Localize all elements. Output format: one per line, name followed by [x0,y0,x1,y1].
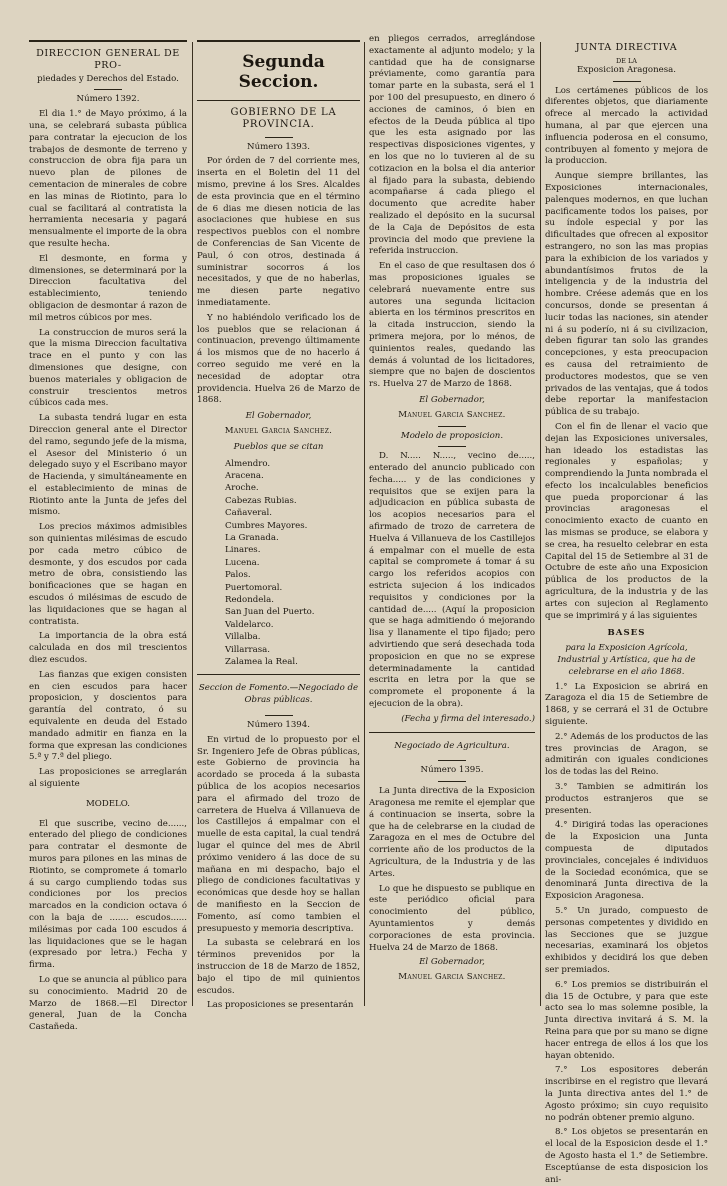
section-heading: DIRECCION GENERAL DE PRO- [36,48,180,71]
junta-heading: JUNTA DIRECTIVA [575,42,678,53]
towns-list [225,458,360,669]
divider [613,81,641,82]
announcement-number: Número 1392. [76,94,140,105]
announcement-number: Número 1394. [247,720,310,731]
signature-name: Manuel Garcia Sanchez. [398,409,506,420]
section-title: Segunda Seccion. [238,52,325,92]
paragraph: Las proposiciones se arreglarán al siguiente [29,767,187,790]
list-item: San Juan del Puerto. [225,607,315,618]
closing-paragraph: Lo que se anuncia al público para su conocimiento. Madrid 20 de Marzo de 1868.—El Director general, Juan de la Concha Castañeda. [29,974,187,1033]
list-item: Lucena. [225,557,260,568]
column-1 [29,34,187,1033]
divider [438,426,466,427]
list-item: Aracena. [225,470,264,481]
article: 8.° Los objetos se presentarán en el local de la Esposicion desde el 1.° de Agosto hasta el 1.° de Setiembre. Esceptúanse de esta disposicion los ani- [545,1127,708,1185]
article: 1.° La Exposicion se abrirá en Zaragoza el dia 15 de Setiembre de 1868, y se cerrará el 31 de Octubre siguiente. [545,681,708,728]
bases-title: BASES [607,628,646,639]
column-divider [364,42,365,1006]
paragraph: Y no habiéndolo verificado los de los pueblos que se relacionan á continuacion, prevengo últimamente á los mismos que de no hacerlo á correo seguido me veré en la necesidad de adoptar otra providencia. Huelva 26 de Marzo de 1868. [197,312,360,406]
article: 6.° Los premios se distribuirán el dia 15 de Octubre, y para que este acto sea lo mas solemne posible, la Junta directiva invitará á S. M. la Reina para que por su mano se digne hacer entrega de ellos á los que los hayan obtenido. [545,979,708,1061]
announcement-number: Número 1395. [420,765,484,776]
list-item: Palos. [225,570,251,581]
list-item: Valdelarco. [225,619,274,630]
paragraph: La subasta tendrá lugar en esta Direccion general ante el Director del ramo, segundo jefe de la misma, el Asesor del Ministerio ó un delegado suyo y el Escribano mayor de Hacienda, y simultáneamente en el establecimiento de minas de Riotinto ante la Junta de jefes del mismo. [29,413,187,518]
divider [94,89,122,90]
signature-role: El Gobernador, [419,957,485,968]
paragraph: Con el fin de llenar el vacio que dejan las Exposiciones universales, han ideado los estadistas las regionales y españolas; y comprendiendo la Junta nombrada el efecto los incalculables beneficios que pueda proporcionar á las provincias aragonesas el conocimiento exacto de cuanto en las mismas se produce, se elabora y se crea, ha resuelto celebrar en esta Capital del 15 de Setiembre al 31 de Octubre de este año una Exposicion pública de los productos de la agricultura, de la industria y de las artes con sujecion al Reglamento que se imprimirá y á las siguientes [545,421,708,621]
paragraph: La construccion de muros será la que la misma Direccion facultativa trace en el punto y con las dimensiones que designe, con buenos materiales y obligacion de construir trescientos metros cúbicos cada mes. [29,327,187,409]
list-item: Cumbres Mayores. [225,520,308,531]
column-divider [540,42,541,1006]
agriculture-heading: Negociado de Agricultura. [394,740,510,751]
list-item: Cabezas Rubias. [225,495,297,506]
paragraph: Las proposiciones se presentarán [207,1000,354,1011]
paragraph: Lo que he dispuesto se publique en este periódico oficial para conocimiento del público, Ayuntamientos y demás corporaciones de esta provincia. Huelva 24 de Marzo de 1868. [369,883,535,953]
paragraph: Los precios máximos admisibles son quinientas milésimas de escudo por cada metro cúbico de desmonte, y dos escudos por cada metro de obra, consistiendo las bonificaciones que se hagan en escudos ó milésimas de escudo de las liquidaciones que se hagan al contratista. [29,522,187,627]
government-heading: GOBIERNO DE LA PROVINCIA. [230,107,337,130]
list-item: Aroche. [225,483,259,494]
signature-role: El Gobernador, [419,394,485,405]
paragraph: en pliegos cerrados, arreglándose exactamente al adjunto modelo; y la cantidad que ha de consignarse préviamente, como garantía para tomar parte en la subasta, será el 1 por 100 del presupuesto, en dinero ó acciones de caminos, ó bien en efectos de la Deuda pública al tipo que les esta asignado por las respectivas disposiciones vigentes, y en los que no lo tuvieren al de su cotizacion en la bolsa el dia anterior al fijado para la subasta, debiendo acompañarse á cada pliego el documento que acredite haber realizado el depósito en la sucursal de la Caja de Depósitos de esta provincia del modo que previene la referida instruccion. [369,34,535,257]
divider [369,732,535,733]
column-divider [192,42,193,1006]
list-item: Puertomoral. [225,582,283,593]
list-item: Almendro. [225,458,271,469]
list-item: Cañaveral. [225,508,273,519]
article: 5.° Un jurado, compuesto de personas competentes y dividido en las Secciones que se juzgue necesarias, examinará los objetos exhibidos y decidirá los que deben ser premiados. [545,905,708,975]
paragraph: En virtud de lo propuesto por el Sr. Ingeniero Jefe de Obras públicas, este Gobierno de provincia ha acordado se proceda á la subasta pública de los acopios necesarios para el afirmado del trozo de carretera de Huelva á Villanueva de los Castillejos á empalmar con el muelle de esta capital, la cual tendrá lugar el quince del mes de Abril próximo venidero á las doce de su mañana en mi despacho, bajo el pliego de condiciones facultativas y económicas que desde hoy se hallan de manifiesto en la Seccion de Fomento, así como tambien el presupuesto y memoria descriptiva. [197,734,360,934]
column-3 [369,34,535,1024]
top-rule [29,40,187,42]
column-4 [545,34,708,1185]
model-closing: (Fecha y firma del interesado.) [401,713,535,724]
announcement-number: Número 1393. [247,141,310,152]
divider [438,446,466,447]
list-item: Linares. [225,545,261,556]
list-item: Villalba. [225,632,261,643]
list-item: Zalamea la Real. [225,657,298,668]
paragraph: El desmonte, en forma y dimensiones, se determinará por la Direccion facultativa del establecimiento, teniendo obligacion de desmontar á razon de mil metros cúbicos por mes. [29,253,187,323]
section-subheading: piedades y Derechos del Estado. [37,73,179,84]
paragraph: La subasta se celebrará en los términos prevenidos por la instruccion de 18 de Marzo de 1852, bajo el tipo de mil quinientos escudos. [197,938,360,996]
article: 7.° Los espositores deberán inscribirse en el registro que llevará la Junta directiva antes del 1.° de Agosto próximo; sin cuyo requisito no podrán obtener premio alguno. [545,1065,708,1123]
list-item: La Granada. [225,532,279,543]
divider [197,674,360,675]
bases-subtitle: para la Exposicion Agrícola, Industrial y Artística, que ha de celebrarse en el año 1868. [557,643,696,677]
article: 4.° Dirigirá todas las operaciones de la Exposicion una Junta compuesta de diputados provinciales, concejales é individuos de la Sociedad económica, que se denominará Junta directiva de la Exposicion Aragonesa. [545,820,708,902]
article: 3.° Tambien se admitirán los productos estranjeros que se presenten. [545,782,708,816]
divider [438,760,466,761]
article: 2.° Además de los productos de las tres provincias de Aragon, se admitirán con iguales condiciones los de todas las del Reino. [545,731,708,778]
top-rule [197,40,360,42]
signature-name: Manuel Garcia Sanchez. [224,425,333,436]
paragraph: Las fianzas que exigen consisten en cien escudos para hacer proposicion, y doscientos para garantía del contrato, ó su equivalente en deuda del Estado mandado admitir en fianza en la forma que expresan las condiciones 5.ª y 7.ª del pliego. [29,669,187,763]
towns-title: Pueblos que se citan [233,441,324,452]
divider [438,781,466,782]
fomento-heading: Seccion de Fomento.—Negociado de Obras públicas. [198,683,359,706]
junta-subheading: Exposicion Aragonesa. [577,64,676,75]
model-title: Modelo de proposicion. [400,430,504,441]
model-text: D. N..... N....., vecino de....., enterado del anuncio publicado con fecha..... y de las condiciones y requisitos que se exijen para la adjudicacion en pública subasta de los acopios necesarios para el afirmado de trozo de carretera de Huelva á Villanueva de los Castillejos á empalmar con el muelle de esta capital se compromete á tomar á su cargo los referidos acopios con estricta sujecion á los indicados requisitos y condiciones por la cantidad de..... (Aquí la proposicion que se haga admitiendo ó mejorando lisa y llanamente el tipo fijado; pero advirtiendo que será desechada toda proposicion en que no se exprese determinadamente la cantidad escrita en letra por la que se compromete el proponente á la ejecucion de la obra). [369,451,535,710]
paragraph: La Junta directiva de la Exposicion Aragonesa me remite el ejemplar que á continuacion se inserta, sobre la que ha de celebrarse en la ciudad de Zaragoza en el mes de Octubre del corriente año de los productos de la Agricultura, de la Industria y de las Artes. [369,786,535,879]
signature-name: Manuel Garcia Sanchez. [398,972,506,983]
model-title: MODELO. [86,798,130,809]
paragraph: Por órden de 7 del corriente mes, inserta en el Boletin del 11 del mismo, previne á los Sres. Alcaldes de esta provincia que en el término de 6 dias me diesen noticia de las asociaciones que hubiese en sus respectivos pueblos con el nombre de Conferencias de San Vicente de Paul, ó con otros, destinada á suministrar socorros á los necesitados, y que de no haberlas, me diesen parte negativo inmediatamente. [197,156,360,308]
model-text: El que suscribe, vecino de......, enterado del pliego de condiciones para contratar el desmonte de muros para pilones en las minas de Riotinto, se compromete á tomarlo á su cargo cumpliendo todas sus condiciones por los precios marcados en la condicion octava ó con la baja de ....... escudos...... milésimas por cada 100 escudos á las liquidaciones que se le hagan (expresado por letra.) Fecha y firma. [29,818,187,971]
paragraph: Aunque siempre brillantes, las Exposiciones internacionales, palenques modernos, en que luchan pacificamente todos los paises, por su índole especial y por las dificultades que ofrecen al expositor estrangero, no son las mas propias para la exhibicion de los variados y abundantísimos frutos de la inteligencia y de la industria del hombre. Créese además que en los concursos, donde se presentan á lucir todas las naciones, sin atender ni á su poderío, ni á su civilizacion, deben figurar tan solo las grandes concepciones, y esta preocupacion es causa del retraimiento de productores modestos, que se ven privados de las ventajas, que á todos debe reportar la manifestacion pública de su trabajo. [545,171,708,418]
paragraph: Los certámenes públicos de los diferentes objetos, que diariamente ofrece al mercado la actividad humana, al par que ejercen una influencia poderosa en el consumo, contribuyen al fomento y mejora de la produccion. [545,85,708,167]
divider [197,100,360,101]
paragraph: En el caso de que resultasen dos ó mas proposiciones iguales se celebrará nuevamente entre sus autores una segunda licitacion abierta en los términos prescritos en la citada instruccion, siendo la primera mejora, por lo ménos, de quinientos reales, quedando las demás á voluntad de los licitadores, siempre que no bajen de doscientos rs. Huelva 27 de Marzo de 1868. [369,261,535,390]
junta-heading-sub: DE LA [615,56,638,65]
paragraph: La importancia de la obra está calculada en dos mil trescientos diez escudos. [29,631,187,666]
divider [265,137,293,138]
signature-role: El Gobernador, [245,411,312,422]
divider [265,715,293,716]
list-item: Villarrasa. [225,644,271,655]
column-2 [197,34,360,1024]
paragraph: El dia 1.° de Mayo próximo, á la una, se celebrará subasta pública para contratar la ejecucion de los trabajos de desmonte de terreno y construccion de obra fija para un nuevo plan de pilones de cementacion de minerales de cobre en las minas de Riotinto, para lo cual se facilitará al contratista la herramienta necesaria y pagará mensualmente el importe de la obra que resulte hecha. [29,109,187,249]
list-item: Redondela. [225,594,274,605]
